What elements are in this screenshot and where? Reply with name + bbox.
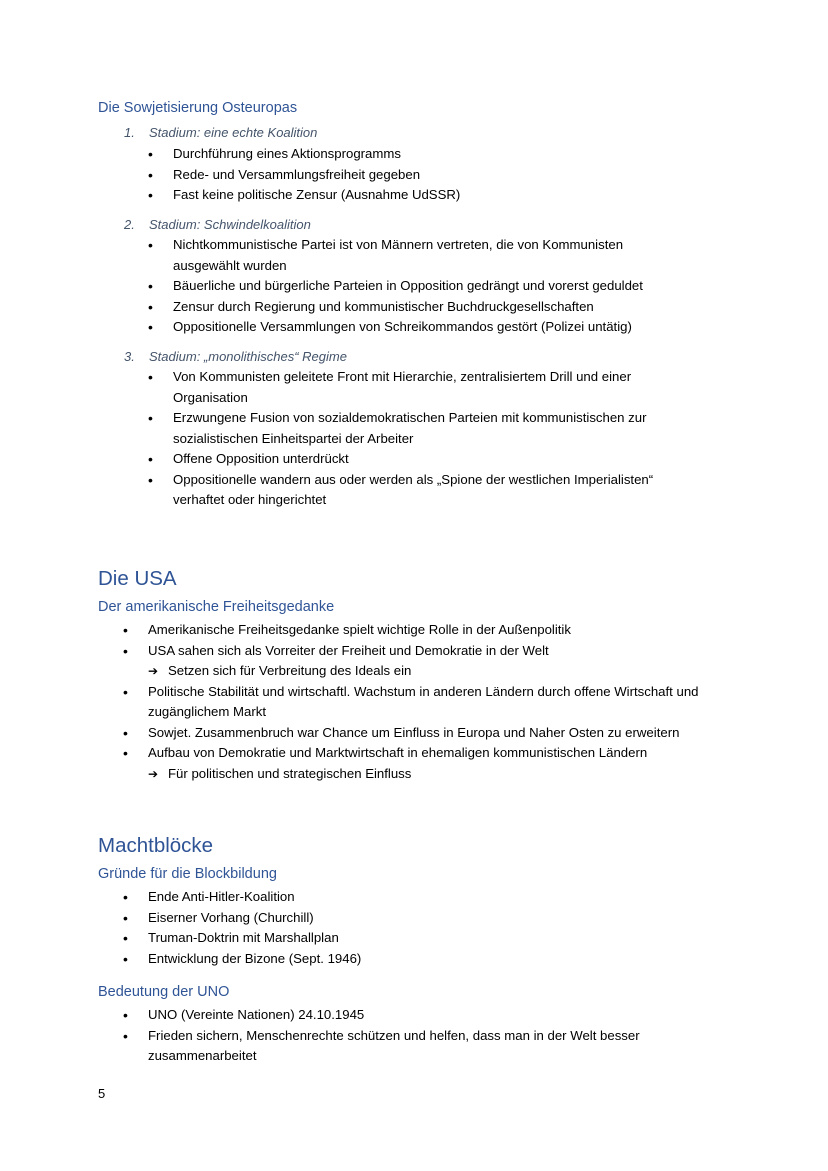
list-item: • Erzwungene Fusion von sozialdemokratischen Parteien mit kommunistischen zur sozialistischen Einheitspartei der Arbeiter <box>148 410 647 446</box>
list-item: • Ende Anti-Hitler-Koalition <box>148 887 708 908</box>
bullet-icon: • <box>123 1027 128 1044</box>
bullet-icon: • <box>148 319 153 335</box>
bullet-icon: • <box>123 683 128 700</box>
bullet-icon: • <box>148 410 153 426</box>
subheading-freiheitsgedanke: Der amerikanische Freiheitsgedanke <box>98 599 335 615</box>
list-subitem: ➔ Für politischen und strategischen Einfluss <box>148 764 728 785</box>
list-item: • Amerikanische Freiheitsgedanke spielt wichtige Rolle in der Außenpolitik <box>148 620 728 641</box>
bullet-icon: • <box>123 1007 128 1023</box>
stage-1-title <box>124 125 317 140</box>
stage-number: 2. <box>124 217 135 232</box>
list-item: • Durchführung eines Aktionsprogramms <box>173 144 733 165</box>
list-item: • Bäuerliche und bürgerliche Parteien in Opposition gedrängt und vorerst geduldet <box>173 276 693 297</box>
list-item: • UNO (Vereinte Nationen) 24.10.1945 <box>148 1005 688 1026</box>
bullet-icon: • <box>123 724 128 741</box>
list-item: • Von Kommunisten geleitete Front mit Hierarchie, zentralisiertem Drill und einer Organisation <box>148 369 632 405</box>
bullet-icon: • <box>123 950 128 967</box>
subheading-blockbildung: Gründe für die Blockbildung <box>98 866 277 882</box>
bullet-icon: • <box>123 745 128 761</box>
heading-sowjetisierung: Die Sowjetisierung Osteuropas <box>98 100 298 116</box>
subheading-uno: Bedeutung der UNO <box>98 984 230 1000</box>
list-item: • Nichtkommunistische Partei ist von Männern vertreten, die von Kommunisten ausgewählt wurden <box>148 237 624 273</box>
list-item: • Politische Stabilität und wirtschaftl. Wachstum in anderen Ländern durch offene Wirtschaft und zugänglichem Markt <box>123 683 699 719</box>
blockbildung-list <box>123 887 708 969</box>
stage-2-title <box>124 217 311 232</box>
bullet-icon: • <box>123 622 128 638</box>
list-item: • Entwicklung der Bizone (Sept. 1946) <box>148 949 708 970</box>
bullet-icon: • <box>148 451 153 467</box>
list-item: • Oppositionelle Versammlungen von Schreikommandos gestört (Polizei untätig) <box>173 317 693 338</box>
bullet-icon: • <box>148 369 153 385</box>
list-item: • Rede- und Versammlungsfreiheit gegeben <box>173 165 733 186</box>
list-item: • Zensur durch Regierung und kommunistischer Buchdruckgesellschaften <box>173 297 693 318</box>
bullet-icon: • <box>148 298 153 315</box>
page-number: 5 <box>98 1086 106 1101</box>
heading-machtbloecke: Machtblöcke <box>98 834 214 857</box>
bullet-icon: • <box>123 889 128 905</box>
bullet-icon: • <box>123 930 128 946</box>
stage-number: 1. <box>124 125 135 140</box>
list-item: • Eiserner Vorhang (Churchill) <box>148 908 708 929</box>
bullet-icon: • <box>148 471 153 488</box>
list-item: • Frieden sichern, Menschenrechte schützen und helfen, dass man in der Welt besser zusammenarbeitet <box>123 1027 640 1063</box>
usa-list <box>123 620 728 784</box>
list-item: • USA sahen sich als Vorreiter der Freiheit und Demokratie in der Welt <box>148 641 728 662</box>
stage-3-title <box>124 349 347 364</box>
list-item: • Fast keine politische Zensur (Ausnahme UdSSR) <box>173 185 733 206</box>
list-subitem: ➔ Setzen sich für Verbreitung des Ideals ein <box>148 661 728 682</box>
bullet-icon: • <box>123 909 128 926</box>
list-item: • Offene Opposition unterdrückt <box>173 449 698 470</box>
bullet-icon: • <box>148 278 153 294</box>
stage-label: Stadium: eine echte Koalition <box>149 125 318 140</box>
stage-1-list <box>148 144 733 206</box>
bullet-icon: • <box>148 237 153 253</box>
stage-3-list <box>148 367 698 511</box>
arrow-right-icon: ➔ <box>148 664 159 678</box>
list-item: • Aufbau von Demokratie und Marktwirtschaft in ehemaligen kommunistischen Ländern <box>148 743 728 764</box>
stage-2-list <box>148 235 693 338</box>
stage-label: Stadium: „monolithisches“ Regime <box>149 349 347 364</box>
bullet-icon: • <box>123 642 128 659</box>
bullet-icon: • <box>148 187 153 203</box>
stage-label: Stadium: Schwindelkoalition <box>149 217 311 232</box>
heading-usa: Die USA <box>98 567 177 590</box>
uno-list <box>123 1005 688 1067</box>
stage-number: 3. <box>124 349 135 364</box>
arrow-right-icon: ➔ <box>148 766 159 781</box>
list-item: • Sowjet. Zusammenbruch war Chance um Einfluss in Europa und Naher Osten zu erweitern <box>148 723 728 744</box>
bullet-icon: • <box>148 166 153 183</box>
list-item: • Oppositionelle wandern aus oder werden als „Spione der westlichen Imperialisten“ verhaftet oder hingerichtet <box>148 471 654 507</box>
list-item: • Truman-Doktrin mit Marshallplan <box>148 928 708 949</box>
bullet-icon: • <box>148 146 153 162</box>
